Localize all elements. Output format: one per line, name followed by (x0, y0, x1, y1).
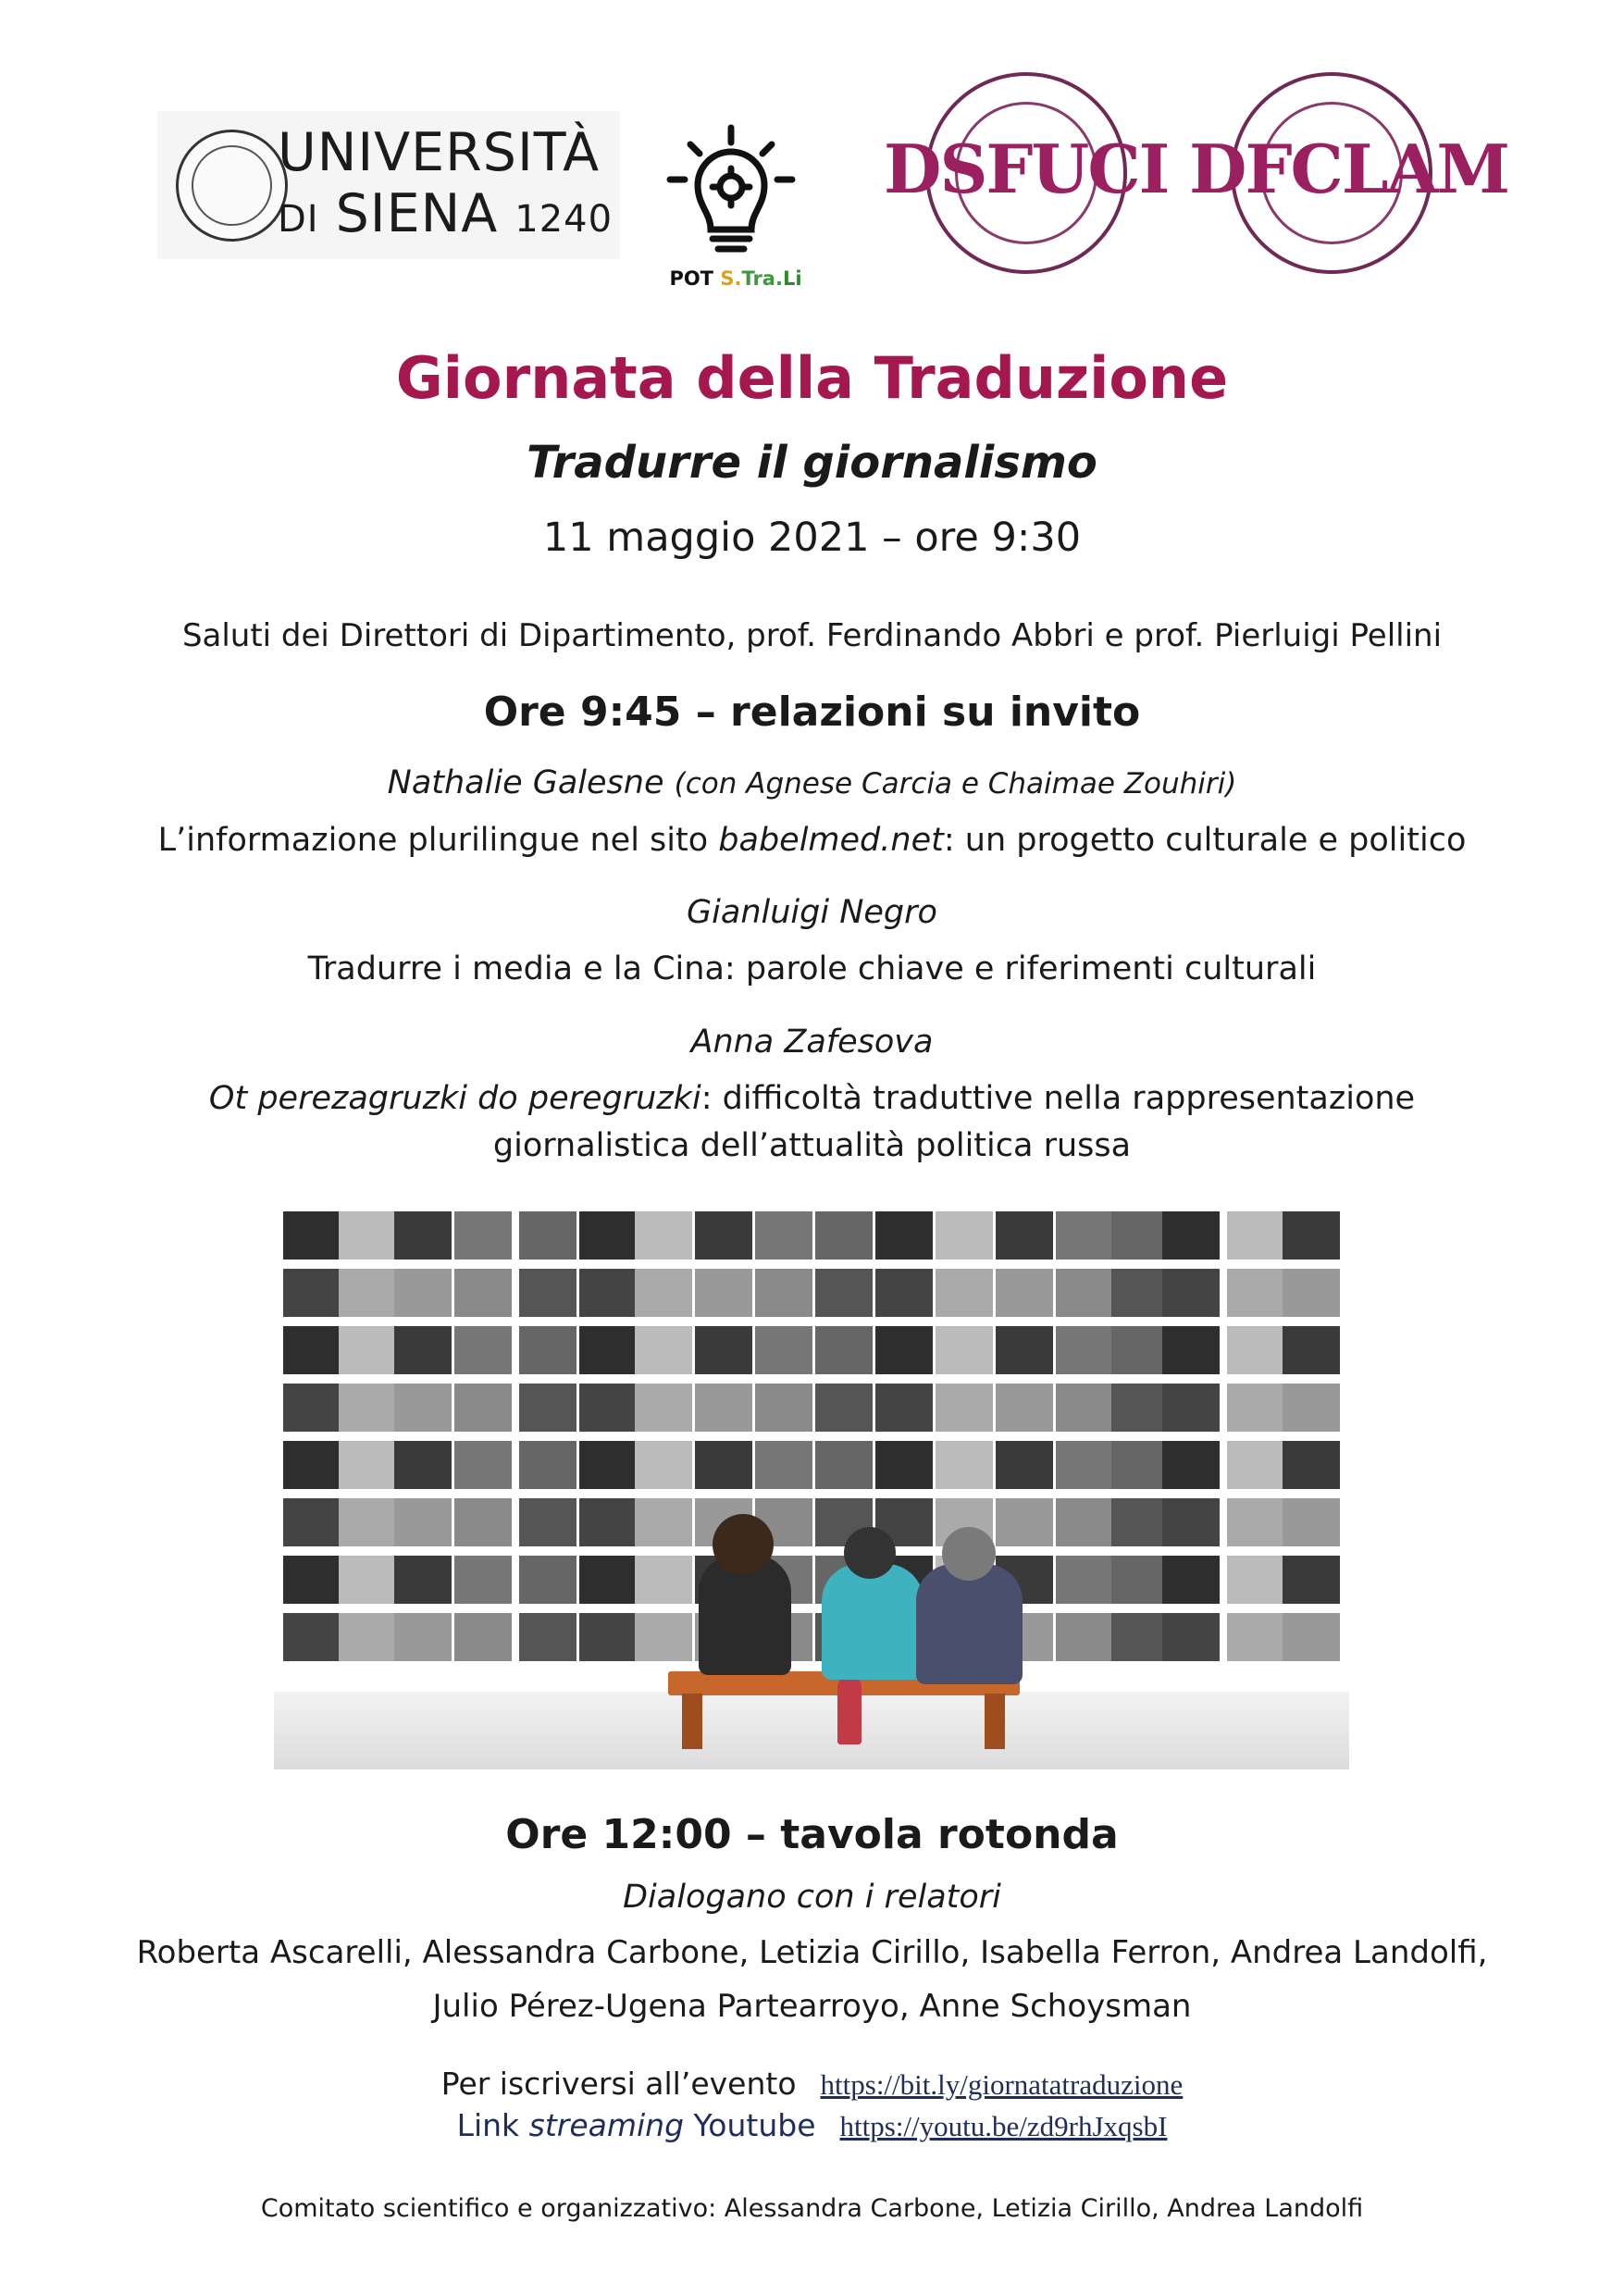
portrait-tile (1056, 1441, 1113, 1489)
streaming-label-post: Youtube (684, 2107, 816, 2143)
dsfuci-logo: DSFUCI (884, 130, 1169, 208)
panel-names-line1: Roberta Ascarelli, Alessandra Carbone, Letizia Cirillo, Isabella Ferron, Andrea Landolfi, (136, 1934, 1488, 1971)
unisi-name-line2 (278, 183, 613, 250)
portrait-tile (283, 1326, 341, 1374)
portrait-tile (996, 1441, 1053, 1489)
roundtable-subtitle: Dialogano con i relatori (623, 1879, 1001, 1916)
portrait-tile (755, 1269, 812, 1317)
portrait-tile (996, 1384, 1053, 1432)
portrait-tile (1283, 1613, 1340, 1661)
portrait-tile (283, 1441, 341, 1489)
portrait-tile (519, 1269, 576, 1317)
portrait-tile (394, 1211, 452, 1260)
speaker-3-name: Anna Zafesova (690, 1024, 934, 1061)
portrait-tile (1283, 1269, 1340, 1317)
portrait-tile (394, 1441, 452, 1489)
portrait-tile (695, 1326, 752, 1374)
portrait-tile (1162, 1613, 1220, 1661)
portrait-tile (339, 1384, 396, 1432)
pot-li: Li (782, 267, 802, 290)
portrait-tile (1111, 1441, 1169, 1489)
portrait-tile (635, 1613, 692, 1661)
speaker-1-with: (con Agnese Carcia e Chaimae Zouhiri) (674, 767, 1237, 800)
committee-text: Comitato scientifico e organizzativo: Alessandra Carbone, Letizia Cirillo, Andrea Landolfi (260, 2194, 1364, 2223)
portrait-tile (875, 1441, 933, 1489)
pot-tra: Tra. (741, 267, 783, 290)
portrait-tile (755, 1211, 812, 1260)
portrait-tile (1111, 1211, 1169, 1260)
portrait-tile (454, 1613, 512, 1661)
portrait-tile (283, 1211, 341, 1260)
talk-3-title-post: : difficoltà traduttive nella rappresentazione (700, 1080, 1416, 1117)
portrait-tile (1056, 1211, 1113, 1260)
unisi-di: DI (278, 198, 319, 241)
seated-person-2 (822, 1564, 924, 1680)
portrait-tile (454, 1269, 512, 1317)
unisi-seal-icon (176, 130, 288, 242)
portrait-tile (635, 1269, 692, 1317)
portrait-tile (875, 1384, 933, 1432)
event-subtitle: Tradurre il giornalismo (527, 437, 1097, 489)
pot-s: S. (720, 267, 742, 290)
session-heading-roundtable: Ore 12:00 – tavola rotonda (505, 1811, 1119, 1858)
pot-strali-label (666, 267, 805, 290)
portrait-tile (996, 1211, 1053, 1260)
portrait-tile (579, 1556, 637, 1604)
portrait-tile (1056, 1556, 1113, 1604)
talk-2-title: Tradurre i media e la Cina: parole chiave e riferimenti culturali (307, 950, 1317, 987)
lightbulb-gear-icon (657, 120, 805, 259)
portrait-tile (1227, 1613, 1284, 1661)
portrait-tile (1227, 1269, 1284, 1317)
portrait-tile (454, 1556, 512, 1604)
talk-1-title-italic: babelmed.net (718, 822, 944, 859)
portrait-tile (695, 1211, 752, 1260)
bench-leg-left (682, 1694, 702, 1749)
portrait-tile (339, 1441, 396, 1489)
portrait-tile (1227, 1498, 1284, 1546)
portrait-tile (695, 1269, 752, 1317)
portrait-tile (1111, 1269, 1169, 1317)
event-title: Giornata della Traduzione (395, 344, 1229, 412)
event-date: 11 maggio 2021 – ore 9:30 (542, 515, 1082, 561)
portrait-tile (695, 1441, 752, 1489)
portrait-tile (519, 1498, 576, 1546)
portrait-tile (815, 1384, 873, 1432)
greetings-text: Saluti dei Direttori di Dipartimento, prof. Ferdinando Abbri e prof. Pierluigi Pellini (181, 617, 1443, 654)
registration-link[interactable]: https://bit.ly/giornatatraduzione (820, 2068, 1184, 2101)
portrait-tile (519, 1441, 576, 1489)
unisi-year: 1240 (514, 198, 614, 241)
speaker-1-name: Nathalie Galesne (387, 764, 664, 801)
portrait-tile (339, 1211, 396, 1260)
streaming-label-italic: streaming (528, 2107, 685, 2143)
portrait-tile (635, 1498, 692, 1546)
seated-person-3-head (942, 1527, 996, 1581)
registration-line (0, 2066, 1624, 2102)
portrait-tile (1227, 1211, 1284, 1260)
portrait-tile (936, 1326, 993, 1374)
talk-3-title-line2: giornalistica dell’attualità politica russa (492, 1127, 1132, 1164)
portrait-tile (695, 1384, 752, 1432)
portrait-tile (1111, 1384, 1169, 1432)
portrait-tile (283, 1613, 341, 1661)
portrait-tile (519, 1613, 576, 1661)
portrait-tile (755, 1384, 812, 1432)
portrait-tile (394, 1498, 452, 1546)
portrait-tile (283, 1269, 341, 1317)
portrait-tile (1162, 1269, 1220, 1317)
bench-leg-right (985, 1694, 1005, 1749)
portrait-tile (875, 1326, 933, 1374)
portrait-tile (635, 1441, 692, 1489)
seated-person-2-legs (837, 1675, 862, 1744)
portrait-tile (454, 1211, 512, 1260)
portrait-tile (1111, 1326, 1169, 1374)
portrait-tile (339, 1269, 396, 1317)
portrait-tile (755, 1326, 812, 1374)
portrait-tile (1227, 1556, 1284, 1604)
portrait-tile (815, 1269, 873, 1317)
streaming-link[interactable]: https://youtu.be/zd9rhJxqsbI (839, 2110, 1168, 2142)
portrait-tile (454, 1326, 512, 1374)
portrait-tile (579, 1613, 637, 1661)
portrait-tile (394, 1269, 452, 1317)
portrait-tile (936, 1384, 993, 1432)
portrait-tile (519, 1556, 576, 1604)
unisi-name-line1: UNIVERSITÀ (278, 122, 601, 183)
portrait-tile (283, 1556, 341, 1604)
talk-3-title-italic: Ot perezagruzki do peregruzki (208, 1080, 701, 1117)
portrait-tile (815, 1326, 873, 1374)
portrait-tile (339, 1326, 396, 1374)
portrait-tile (1111, 1498, 1169, 1546)
speaker-1 (0, 764, 1624, 801)
speaker-2-name: Gianluigi Negro (687, 894, 937, 931)
pot-prefix: POT (669, 267, 714, 290)
unisi-logo (278, 122, 613, 250)
portrait-tile (1056, 1498, 1113, 1546)
portrait-tile (579, 1441, 637, 1489)
portrait-tile (936, 1211, 993, 1260)
portrait-tile (579, 1269, 637, 1317)
portrait-tile (1227, 1384, 1284, 1432)
portrait-tile (519, 1211, 576, 1260)
portrait-tile (1283, 1441, 1340, 1489)
portrait-tile (1162, 1211, 1220, 1260)
seated-person-1-head (713, 1514, 774, 1575)
portrait-tile (579, 1498, 637, 1546)
portrait-tile (454, 1384, 512, 1432)
portrait-tile (1227, 1326, 1284, 1374)
portrait-tile (579, 1326, 637, 1374)
streaming-line (0, 2107, 1624, 2143)
portrait-tile (936, 1441, 993, 1489)
portrait-tile (1162, 1326, 1220, 1374)
portrait-tile (1283, 1498, 1340, 1546)
portrait-tile (394, 1556, 452, 1604)
portrait-tile (1111, 1613, 1169, 1661)
portrait-tile (394, 1384, 452, 1432)
portrait-tile (579, 1211, 637, 1260)
portrait-tile (635, 1556, 692, 1604)
portrait-tile (996, 1269, 1053, 1317)
portrait-tile (1162, 1556, 1220, 1604)
portrait-tile (1227, 1441, 1284, 1489)
portrait-tile (1056, 1613, 1113, 1661)
portrait-tile (635, 1384, 692, 1432)
dfclam-logo: DFCLAM (1189, 130, 1509, 208)
portrait-tile (1056, 1326, 1113, 1374)
registration-label: Per iscriversi all’evento (440, 2066, 797, 2102)
portrait-tile (996, 1498, 1053, 1546)
portrait-tile (635, 1211, 692, 1260)
portrait-tile (936, 1269, 993, 1317)
session-heading-talks: Ore 9:45 – relazioni su invito (483, 689, 1141, 736)
portrait-tile (1162, 1384, 1220, 1432)
streaming-label-pre: Link (456, 2107, 529, 2143)
portrait-tile (1056, 1384, 1113, 1432)
seated-person-2-head (844, 1527, 896, 1579)
talk-1-title (0, 822, 1624, 859)
portrait-tile (1162, 1498, 1220, 1546)
portrait-tile (1111, 1556, 1169, 1604)
portrait-tile (579, 1384, 637, 1432)
portrait-tile (339, 1556, 396, 1604)
portrait-tile (1283, 1326, 1340, 1374)
portrait-tile (394, 1326, 452, 1374)
portrait-tile (1162, 1441, 1220, 1489)
portrait-tile (519, 1384, 576, 1432)
portrait-tile (755, 1441, 812, 1489)
unisi-siena: SIENA (335, 183, 499, 244)
portrait-tile (815, 1211, 873, 1260)
talk-3-title (0, 1080, 1624, 1117)
portrait-tile (339, 1613, 396, 1661)
photo-wall-floor (274, 1692, 1349, 1769)
portrait-tile (875, 1211, 933, 1260)
portrait-tile (394, 1613, 452, 1661)
portrait-tile (1283, 1211, 1340, 1260)
portrait-tile (635, 1326, 692, 1374)
talk-1-title-pre: L’informazione plurilingue nel sito (157, 822, 719, 859)
seated-person-3 (916, 1564, 1023, 1684)
portrait-tile (1283, 1384, 1340, 1432)
portrait-tile (1056, 1269, 1113, 1317)
portrait-tile (996, 1326, 1053, 1374)
panel-names-line2: Julio Pérez-Ugena Partearroyo, Anne Schoysman (432, 1988, 1192, 2025)
portrait-tile (339, 1498, 396, 1546)
portrait-tile (283, 1384, 341, 1432)
portrait-tile (815, 1441, 873, 1489)
portrait-tile (283, 1498, 341, 1546)
talk-1-title-post: : un progetto culturale e politico (943, 822, 1467, 859)
portrait-tile (1283, 1556, 1340, 1604)
portrait-tile (519, 1326, 576, 1374)
portrait-tile (454, 1498, 512, 1546)
portrait-tile (454, 1441, 512, 1489)
portrait-tile (875, 1269, 933, 1317)
